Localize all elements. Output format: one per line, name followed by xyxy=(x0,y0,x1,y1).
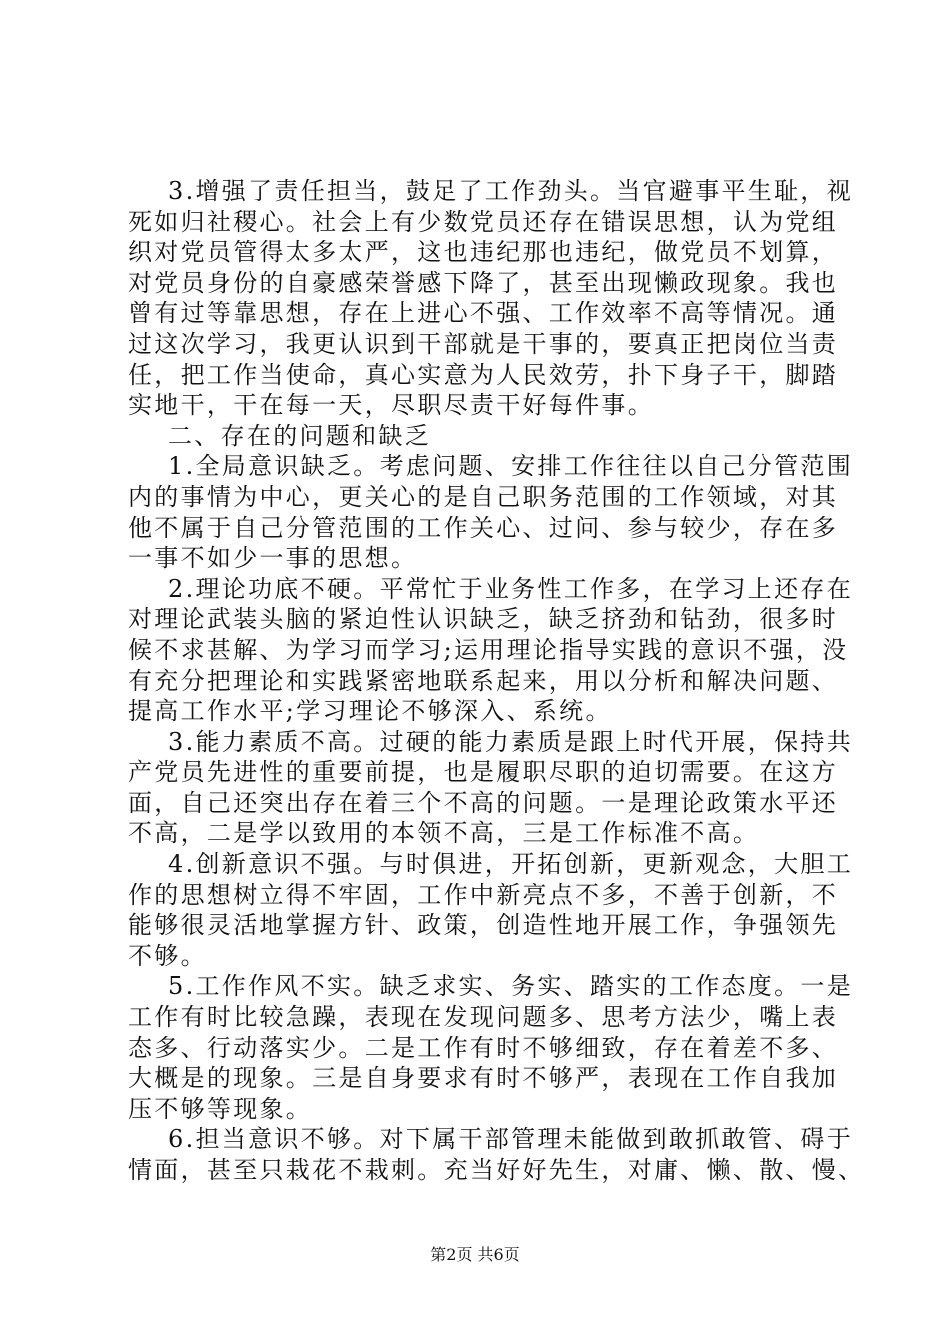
text-line: 曾有过等靠思想，存在上进心不强、工作效率不高等情况。通 xyxy=(128,299,839,328)
text-line: 有充分把理论和实践紧密地联系起来，用以分析和解决问题、 xyxy=(128,666,839,695)
text-line: 内的事情为中心，更关心的是自己职务范围的工作领域，对其 xyxy=(128,482,839,511)
text-line: 任，把工作当使命，真心实意为人民效劳，扑下身子干，脚踏 xyxy=(128,360,839,389)
text-line: 候不求甚解、为学习而学习;运用理论指导实践的意识不强，没 xyxy=(128,635,849,664)
text-line: 织对党员管得太多太严，这也违纪那也违纪，做党员不划算， xyxy=(128,238,839,267)
text-line: 面，自己还突出存在着三个不高的问题。一是理论政策水平还 xyxy=(128,788,839,817)
text-line: 他不属于自己分管范围的工作关心、过问、参与较少，存在多 xyxy=(128,513,839,542)
text-line: 过这次学习，我更认识到干部就是干事的，要真正把岗位当责 xyxy=(128,329,839,358)
text-line: 不高，二是学以致用的本领不高，三是工作标准不高。 xyxy=(128,819,760,848)
text-line: 对党员身份的自豪感荣誉感下降了，甚至出现懒政现象。我也 xyxy=(128,268,839,297)
text-line: 作的思想树立得不牢固，工作中新亮点不多，不善于创新，不 xyxy=(128,880,839,909)
text-line: 5.工作作风不实。缺乏求实、务实、踏实的工作态度。一是 xyxy=(168,972,853,1001)
text-line: 态多、行动落实少。二是工作有时不够细致，存在着差不多、 xyxy=(128,1033,839,1062)
text-line: 能够很灵活地掌握方针、政策，创造性地开展工作，争强领先 xyxy=(128,911,839,940)
text-line: 死如归社稷心。社会上有少数党员还存在错误思想，认为党组 xyxy=(128,207,839,236)
document-body xyxy=(128,176,865,1186)
text-line: 1.全局意识缺乏。考虑问题、安排工作往往以自己分管范围 xyxy=(168,452,853,481)
text-line: 对理论武装头脑的紧迫性认识缺乏，缺乏挤劲和钻劲，很多时 xyxy=(128,605,839,634)
text-line: 大概是的现象。三是自身要求有时不够严，表现在工作自我加 xyxy=(128,1064,839,1093)
text-line: 不够。 xyxy=(128,941,207,970)
text-line: 情面，甚至只栽花不栽刺。充当好好先生，对庸、懒、散、慢、 xyxy=(128,1156,865,1184)
page-footer: 第2页 共6页 xyxy=(430,1245,520,1264)
text-line: 实地干，干在每一天，尽职尽责干好每件事。 xyxy=(128,391,654,420)
text-line: 提高工作水平;学习理论不够深入、系统。 xyxy=(128,697,612,726)
text-line: 4.创新意识不强。与时俱进，开拓创新，更新观念，大胆工 xyxy=(168,850,853,879)
text-line: 2.理论功底不硬。平常忙于业务性工作多，在学习上还存在 xyxy=(168,574,853,603)
text-line: 一事不如少一事的思想。 xyxy=(128,544,418,573)
text-line: 3.能力素质不高。过硬的能力素质是跟上时代开展，保持共 xyxy=(168,727,853,756)
text-line: 6.担当意识不够。对下属干部管理未能做到敢抓敢管、碍于 xyxy=(168,1125,853,1154)
text-line: 3.增强了责任担当，鼓足了工作劲头。当官避事平生耻，视 xyxy=(168,177,853,205)
text-line: 产党员先进性的重要前提，也是履职尽职的迫切需要。在这方 xyxy=(128,758,839,787)
text-line: 二、存在的问题和缺乏 xyxy=(168,421,431,450)
text-line: 工作有时比较急躁，表现在发现问题多、思考方法少，嘴上表 xyxy=(128,1003,839,1032)
text-line: 压不够等现象。 xyxy=(128,1094,313,1123)
